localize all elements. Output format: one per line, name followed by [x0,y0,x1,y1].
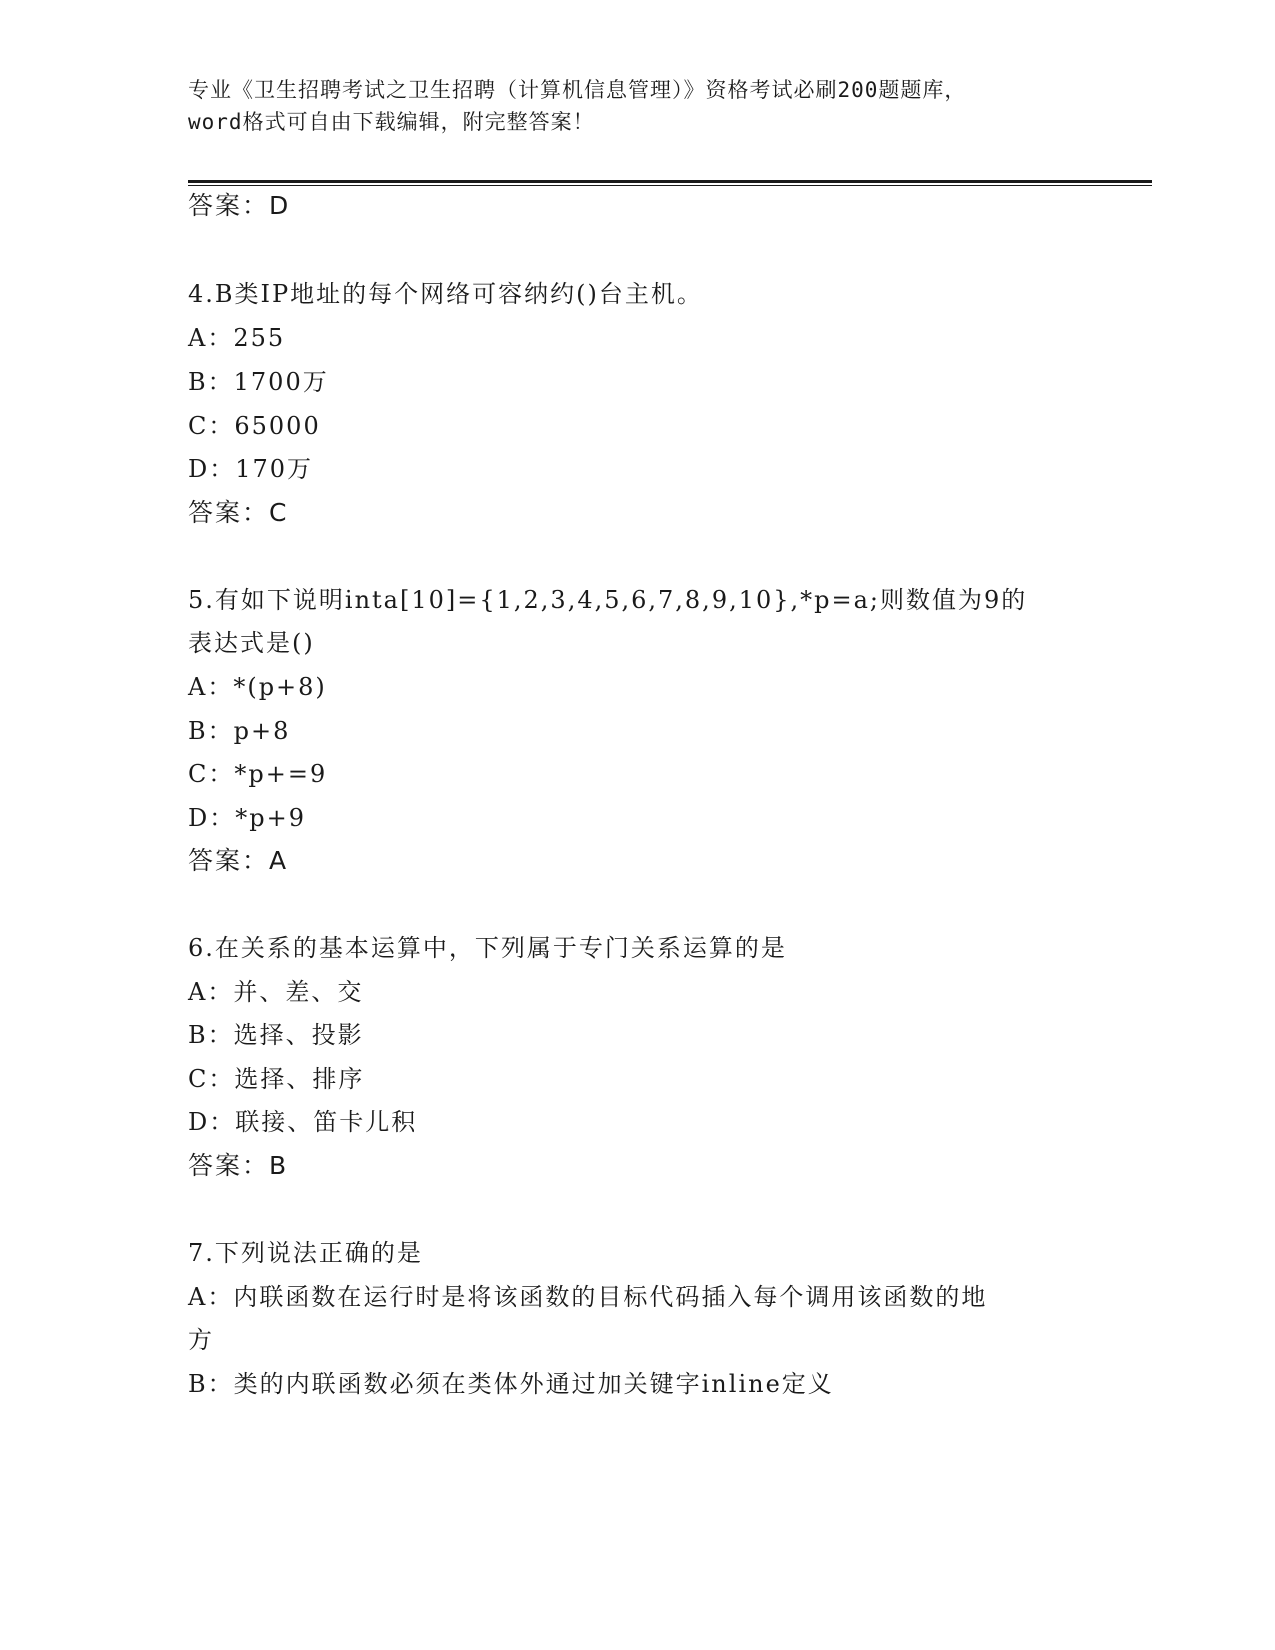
question-6-option-a: A：并、差、交 [188,978,364,1006]
question-4-option-c: C：65000 [188,412,321,440]
question-4-option-b: B：1700万 [188,368,329,396]
answer-prev: 答案：D [188,191,291,220]
question-6-answer: 答案：B [188,1151,289,1180]
question-7-option-a: A：内联函数在运行时是将该函数的目标代码插入每个调用该函数的地 [188,1283,988,1311]
question-7-option-a-continued: 方 [188,1326,214,1354]
header-divider-thick [188,180,1152,183]
question-4-option-a: A：255 [188,324,286,352]
question-5-option-c: C：*p+=9 [188,760,328,788]
question-7-option-b: B：类的内联函数必须在类体外通过加关键字inline定义 [188,1370,834,1398]
question-5-option-a: A：*(p+8) [188,673,327,701]
question-6-option-c: C：选择、排序 [188,1065,365,1093]
document-header [188,74,1088,138]
header-divider-thin [188,185,1152,186]
question-5-stem-line-1: 5.有如下说明inta[10]={1,2,3,4,5,6,7,8,9,10},*p=a;则数值为9的 [188,586,1028,614]
question-6-stem: 6.在关系的基本运算中，下列属于专门关系运算的是 [188,934,787,962]
question-4-option-d: D：170万 [188,455,314,483]
question-7-stem: 7.下列说法正确的是 [188,1239,423,1267]
question-5-option-b: B：p+8 [188,717,291,745]
question-6-option-d: D：联接、笛卡儿积 [188,1108,418,1136]
header-line-1: 专业《卫生招聘考试之卫生招聘（计算机信息管理）》资格考试必刷200题题库， [188,78,967,102]
question-5-stem-line-2: 表达式是() [188,629,315,657]
question-6-option-b: B：选择、投影 [188,1021,364,1049]
question-5-answer: 答案：A [188,846,289,875]
header-line-2: word格式可自由下载编辑，附完整答案！ [188,110,595,134]
question-4-answer: 答案：C [188,498,289,527]
question-5-option-d: D：*p+9 [188,804,306,832]
question-4-stem: 4.B类IP地址的每个网络可容纳约()台主机。 [188,280,703,308]
